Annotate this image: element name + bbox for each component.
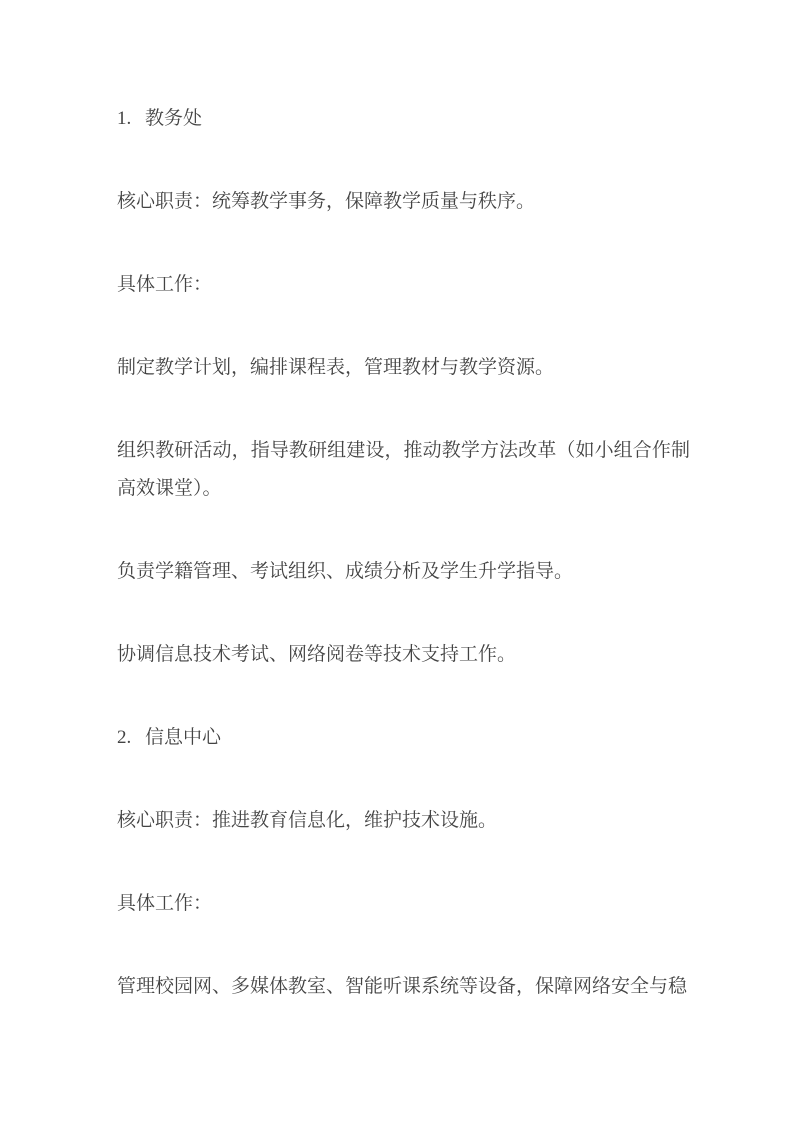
paragraph-task-campus-network: 管理校园网、多媒体教室、智能听课系统等设备，保障网络安全与稳 [117, 976, 688, 997]
paragraph-core-duty-2: 核心职责：推进教育信息化，维护技术设施。 [117, 810, 498, 831]
document-content [117, 100, 690, 1051]
section-heading-2 [117, 719, 690, 757]
paragraph-specific-work-label-2: 具体工作： [117, 893, 213, 914]
paragraph-core-duty-1: 核心职责：统筹教学事务，保障教学质量与秩序。 [117, 191, 536, 212]
paragraph-task-student-records: 负责学籍管理、考试组织、成绩分析及学生升学指导。 [117, 561, 574, 582]
section-heading-1 [117, 100, 690, 138]
section-title: 教务处 [145, 108, 203, 129]
section-number: 2. [117, 727, 132, 748]
section-title: 信息中心 [145, 727, 222, 748]
paragraph-task-research-activity: 组织教研活动，指导教研组建设，推动教学方法改革（如小组合作制高效课堂）。 [117, 440, 690, 499]
section-number: 1. [117, 108, 132, 129]
paragraph-task-it-exams: 协调信息技术考试、网络阅卷等技术支持工作。 [117, 644, 517, 665]
paragraph-specific-work-label-1: 具体工作： [117, 274, 213, 295]
paragraph-task-teaching-plan: 制定教学计划，编排课程表，管理教材与教学资源。 [117, 357, 555, 378]
